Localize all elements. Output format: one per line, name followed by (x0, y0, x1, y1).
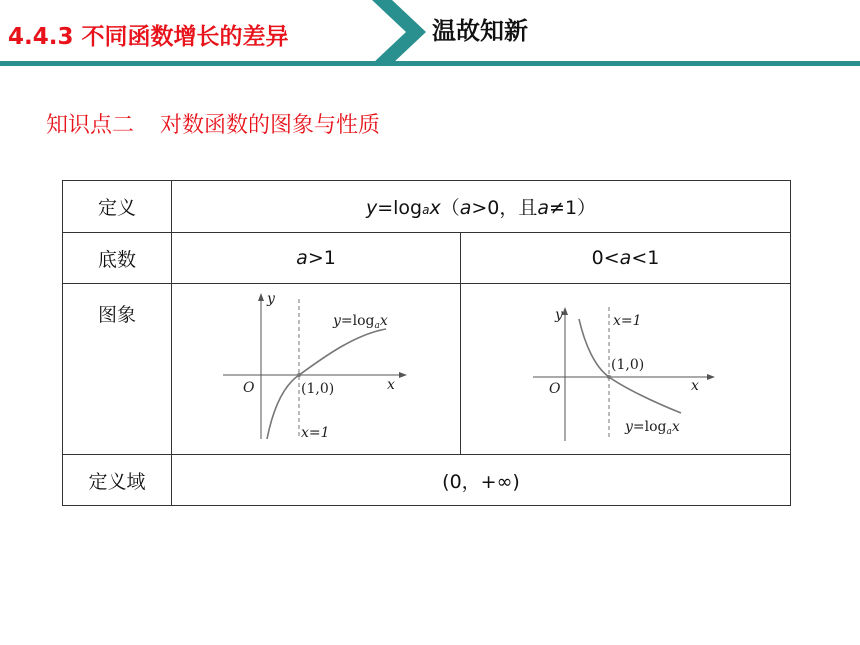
x-axis-arrow-icon (399, 372, 407, 378)
curve-label: $y=\log_ax$ (624, 419, 680, 437)
y-axis-label: y (267, 291, 275, 307)
row-label-domain: 定义域 (63, 455, 172, 506)
cond-a1: a (459, 197, 472, 219)
base-right-a: a (619, 247, 632, 269)
row-label-definition: 定义 (63, 181, 172, 233)
point-marker (607, 375, 611, 379)
point-marker (297, 373, 301, 377)
formula-x: x (429, 197, 441, 219)
point-label: (1,0) (610, 357, 644, 373)
graph-cell-decreasing (461, 284, 791, 455)
table-row-graph (63, 284, 791, 455)
knowledge-heading (46, 109, 380, 143)
formula-eq-log: =log (377, 197, 423, 219)
asymptote-label: x=1 (301, 425, 330, 441)
cond-open: （ (440, 197, 460, 219)
formula-subscript: a (422, 203, 430, 217)
x-axis-label: x (387, 377, 395, 393)
y-axis-arrow-icon (258, 293, 264, 301)
base-between-zero-one (461, 233, 791, 284)
asymptote-label: x=1 (612, 313, 642, 329)
definition-formula (172, 181, 791, 233)
domain-value: (0，+∞) (172, 455, 791, 506)
curve-label: $y=\log_ax$ (333, 313, 388, 331)
graph-log-decreasing (531, 289, 721, 449)
formula-y: y (365, 197, 378, 219)
point-label: (1,0) (301, 381, 335, 397)
base-left-rest: >1 (307, 247, 336, 269)
row-label-base: 底数 (63, 233, 172, 284)
x-axis-arrow-icon (707, 374, 715, 380)
table-row-base (63, 233, 791, 284)
cond-a2: a (537, 197, 550, 219)
y-axis-label: y (554, 307, 563, 323)
table-row-definition (63, 181, 791, 233)
base-left-a: a (296, 247, 308, 269)
row-label-graph: 图象 (63, 284, 172, 455)
chevron-arrow-icon (372, 0, 426, 64)
cond-gt0: >0，且 (471, 197, 538, 219)
log-function-properties-table (62, 180, 791, 506)
graph-cell-increasing (172, 284, 461, 455)
base-right-rest: <1 (631, 247, 660, 269)
knowledge-point-label: 知识点二 (46, 113, 135, 138)
knowledge-point-title: 对数函数的图象与性质 (160, 113, 381, 138)
x-axis-label: x (690, 378, 699, 394)
section-tag: 温故知新 (432, 17, 528, 45)
origin-label: O (548, 381, 560, 397)
lesson-title: 4.4.3 不同函数增长的差异 (8, 24, 289, 50)
table-row-domain (63, 455, 791, 506)
graph-log-increasing (221, 289, 411, 449)
header-rule (0, 61, 860, 66)
cond-ne1: ≠1） (549, 197, 597, 219)
origin-label: O (243, 380, 255, 396)
base-right-pre: 0< (591, 247, 620, 269)
base-greater-than-one (172, 233, 461, 284)
